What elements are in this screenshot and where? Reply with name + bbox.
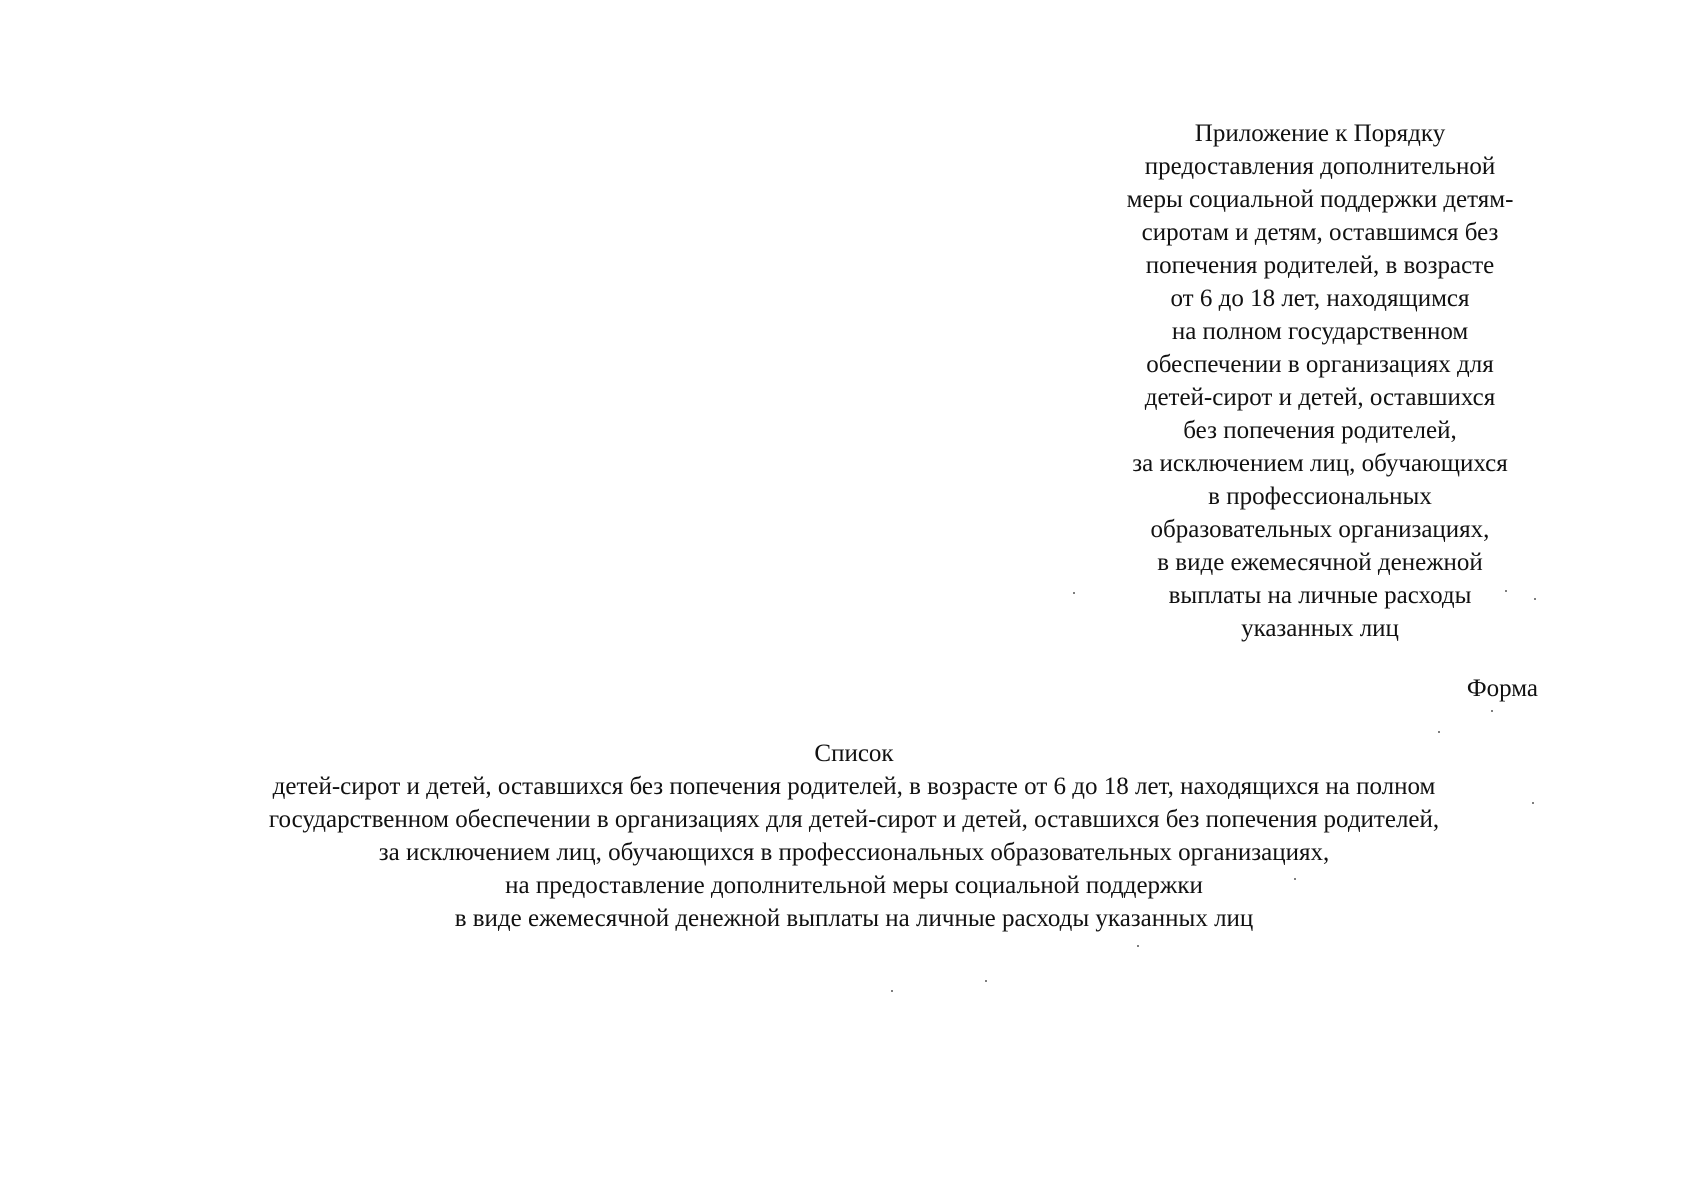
- appendix-line: детей-сирот и детей, оставшихся: [1144, 384, 1496, 411]
- appendix-heading: [1040, 117, 1600, 645]
- scan-speck: [985, 980, 987, 982]
- appendix-line: предоставления дополнительной: [1144, 153, 1496, 180]
- appendix-line: Приложение к Порядку: [1194, 120, 1446, 147]
- list-description: [0, 770, 1708, 935]
- appendix-line: на полном государственном: [1171, 318, 1469, 345]
- appendix-line: образовательных организациях,: [1150, 516, 1490, 543]
- scan-speck: [1438, 731, 1440, 733]
- appendix-line: сиротам и детям, оставшимся без: [1141, 219, 1499, 246]
- list-description-line: в виде ежемесячной денежной выплаты на личные расходы указанных лиц: [454, 905, 1254, 932]
- appendix-line: без попечения родителей,: [1183, 417, 1457, 444]
- list-description-line: на предоставление дополнительной меры социальной поддержки: [505, 872, 1203, 899]
- appendix-line: выплаты на личные расходы: [1168, 582, 1472, 609]
- scan-speck: [1532, 802, 1534, 804]
- scan-speck: [1137, 945, 1139, 947]
- list-title: Список: [814, 740, 894, 767]
- list-description-line: государственном обеспечении в организациях для детей-сирот и детей, оставшихся без попечения родителей,: [268, 806, 1440, 833]
- appendix-line: от 6 до 18 лет, находящимся: [1170, 285, 1470, 312]
- appendix-line: в виде ежемесячной денежной: [1157, 549, 1483, 576]
- appendix-line: меры социальной поддержки детям-: [1126, 186, 1514, 213]
- scan-speck: [1505, 590, 1507, 592]
- list-description-line: за исключением лиц, обучающихся в профессиональных образовательных организациях,: [378, 839, 1330, 866]
- appendix-line: попечения родителей, в возрасте: [1145, 252, 1495, 279]
- scan-speck: [1491, 710, 1493, 712]
- appendix-line: обеспечении в организациях для: [1146, 351, 1494, 378]
- form-label: Форма: [1466, 675, 1538, 702]
- scan-speck: [1073, 592, 1075, 594]
- appendix-line: за исключением лиц, обучающихся: [1132, 450, 1508, 477]
- scan-speck: [891, 990, 893, 992]
- list-description-line: детей-сирот и детей, оставшихся без попечения родителей, в возрасте от 6 до 18 лет, находящихся на полном: [272, 773, 1436, 800]
- scan-speck: [1294, 878, 1296, 880]
- appendix-line: в профессиональных: [1208, 483, 1432, 510]
- scan-speck: [1534, 598, 1536, 600]
- appendix-line: указанных лиц: [1241, 615, 1399, 642]
